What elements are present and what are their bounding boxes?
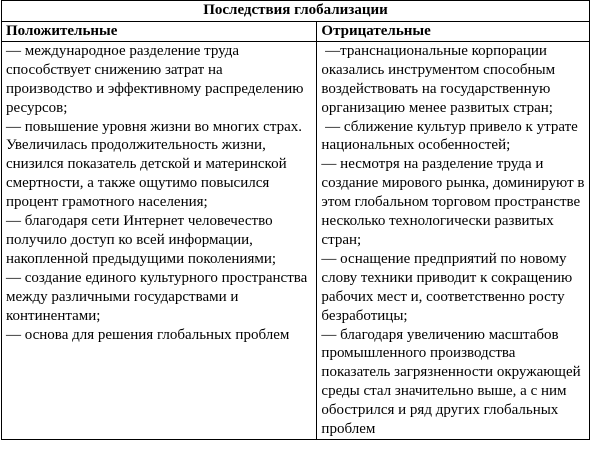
- positive-item: — основа для решения глобальных проблем: [6, 326, 290, 343]
- positive-item: — благодаря сети Интернет человечество получило доступ ко всей информации, накопленной предыдущими поколениями;: [6, 213, 277, 267]
- positive-list: [6, 42, 312, 345]
- negative-item: — оснащение предприятий по новому слову техники приводит к сокращению рабочих мест и, соответственно росту безработицы;: [321, 250, 573, 324]
- title-row: [2, 1, 590, 22]
- positive-cell: [2, 41, 317, 439]
- positive-item: — создание единого культурного пространства между различными государствами и континентами;: [6, 269, 308, 324]
- negative-item: — несмотря на разделение труда и создание мирового рынка, доминируют в этом глобальном торговом пространстве несколько технологически развитых стран;: [321, 156, 585, 248]
- table-title: Последствия глобализации: [2, 1, 590, 22]
- negative-cell: [317, 41, 590, 439]
- content-row: [2, 41, 590, 439]
- header-row: [2, 22, 590, 42]
- negative-item: — сближение культур привело к утрате национальных особенностей;: [321, 118, 582, 154]
- column-header-negative: Отрицательные: [317, 22, 590, 42]
- positive-item: — повышение уровня жизни во многих страх. Увеличилась продолжительность жизни, снизился показатель детской и материнской смертности, а также ощутимо повысился процент грамотного населения;: [6, 118, 302, 211]
- positive-item: — международное разделение труда способствует снижению затрат на производство и эффективному распределению ресурсов;: [6, 42, 304, 116]
- column-header-positive: Положительные: [2, 22, 317, 42]
- negative-item: —транснациональные корпорации оказались инструментом способным воздействовать на государственную организацию менее развитых стран;: [321, 42, 559, 116]
- negative-list: [321, 42, 585, 439]
- negative-item: — благодаря увеличению масштабов промышленного производства показатель загрязненности окружающей среды стал значительно выше, а с ним обострился и ряд других глобальных проблем: [321, 326, 581, 438]
- globalization-table: [1, 0, 590, 440]
